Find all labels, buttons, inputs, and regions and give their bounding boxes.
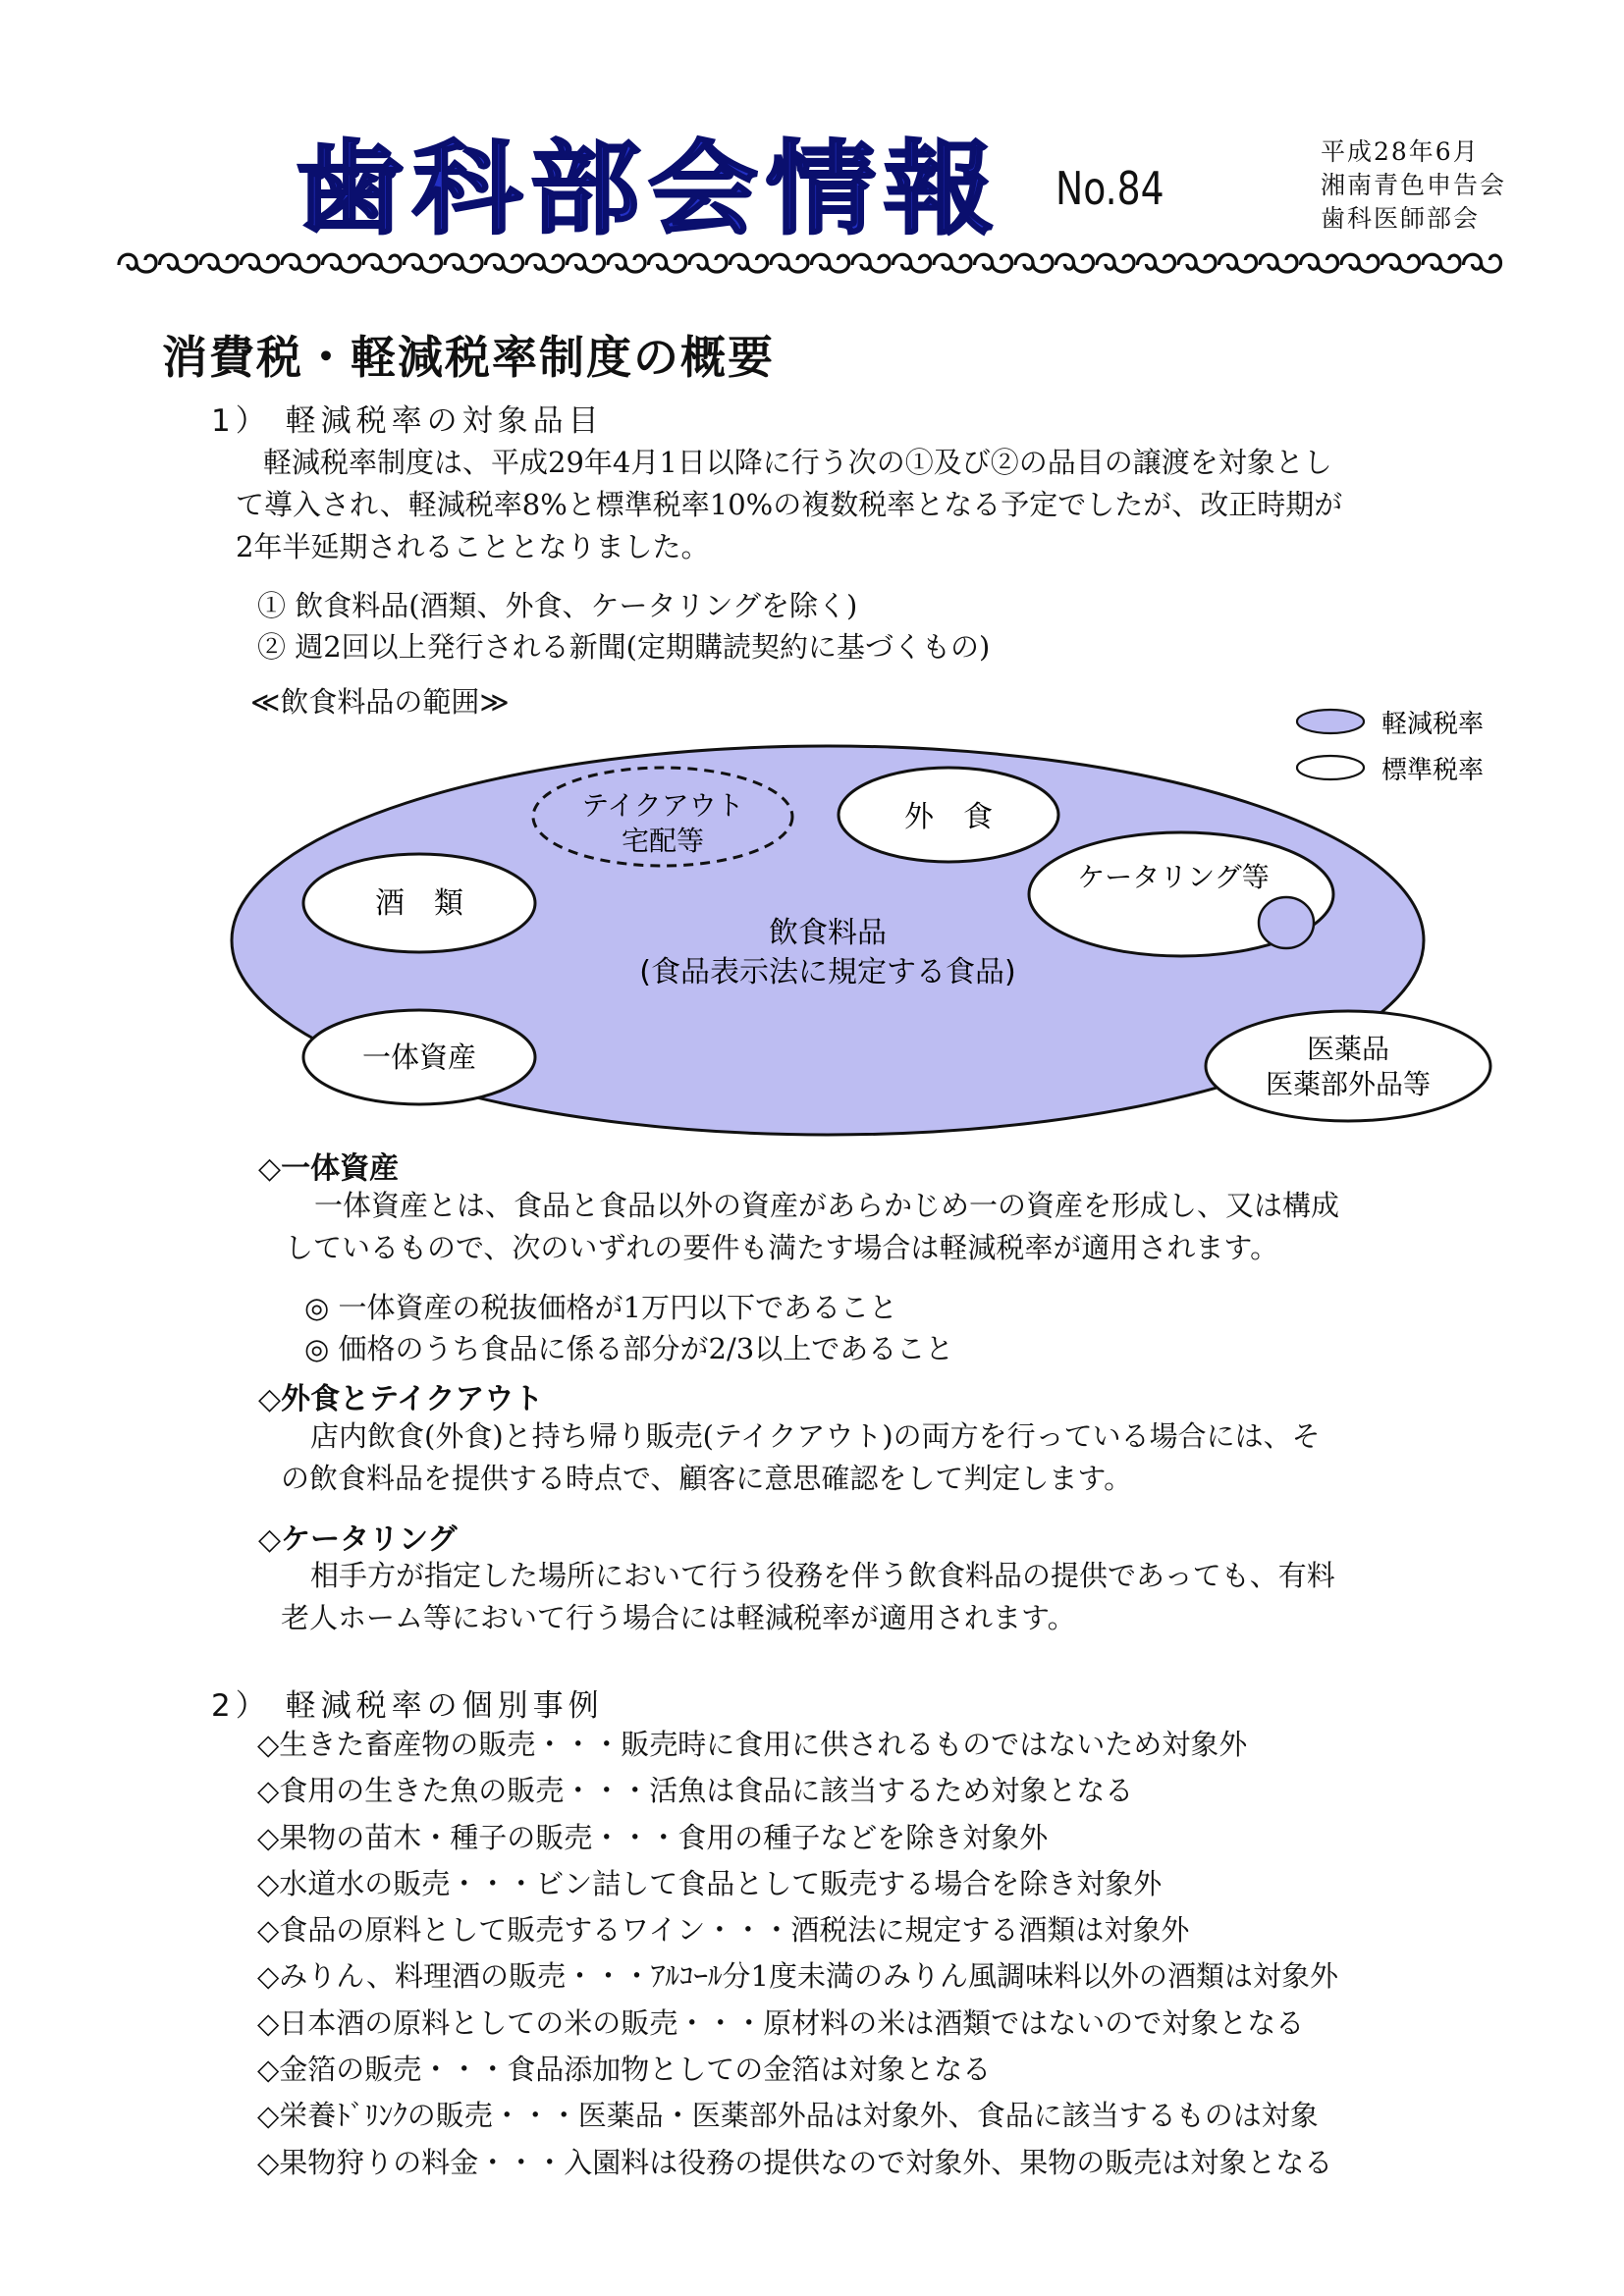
case-list [257, 1722, 1338, 2186]
paragraph-line: 一体資産とは、食品と食品以外の資産があらかじめ一の資産を形成し、又は構成 [314, 1189, 1340, 1222]
legend-reduced-label: 軽減税率 [1381, 710, 1485, 739]
pharma-label: 医薬品 [1306, 1033, 1390, 1065]
dept-name: 歯科医師部会 [1321, 204, 1481, 233]
case-item: ◇日本酒の原料としての米の販売・・・原材料の米は酒類ではないので対象となる [257, 2005, 1305, 2040]
issue-number: No.84 [1056, 162, 1164, 215]
takeout-label: テイクアウト [581, 789, 744, 822]
case-item: ◇食用の生きた魚の販売・・・活魚は食品に該当するため対象となる [257, 1774, 1134, 1808]
delivery-label: 宅配等 [621, 825, 705, 857]
catering-heading: ◇ケータリング [258, 1522, 458, 1557]
section1-heading: 1） 軽減税率の対象品目 [211, 403, 604, 439]
bundled-assets-item-2: ◎ 価格のうち食品に係る部分が2/3以上であること [304, 1332, 954, 1365]
diagram-caption: ≪飲食料品の範囲≫ [250, 685, 510, 719]
case-item: ◇水道水の販売・・・ビン詰して食品として販売する場合を除き対象外 [257, 1866, 1163, 1900]
bundled-assets-paragraph [285, 1185, 1339, 1269]
food-labeling-act-label: (食品表示法に規定する食品) [639, 955, 1016, 989]
alcohol-label: 酒 類 [375, 886, 463, 921]
main-title: 消費税・軽減税率制度の概要 [162, 331, 775, 384]
paragraph-line: の飲食料品を提供する時点で、顧客に意思確認をして判定します。 [281, 1462, 1133, 1495]
paragraph-line: しているもので、次のいずれの要件も満たす場合は軽減税率が適用されます。 [285, 1231, 1279, 1264]
pharma-ellipse [1206, 1011, 1490, 1121]
nursing-home-circle [1259, 897, 1314, 948]
newsletter-title: 歯科部会情報 [295, 131, 1001, 248]
legend-standard-swatch [1297, 756, 1364, 779]
food-products-label: 飲食料品 [769, 916, 887, 950]
section1-item-1: ① 飲食料品(酒類、外食、ケータリングを除く) [257, 589, 858, 622]
quasi-drug-label: 医薬部外品等 [1265, 1068, 1432, 1100]
paragraph-line: 相手方が指定した場所において行う役務を伴う飲食料品の提供であっても、有料 [310, 1559, 1335, 1592]
case-item: ◇食品の原料として販売するワイン・・・酒税法に規定する酒類は対象外 [257, 1913, 1190, 1948]
bundled-asset-label: 一体資産 [361, 1041, 477, 1074]
case-item: ◇金箔の販売・・・食品添加物としての金箔は対象となる [257, 2053, 992, 2087]
bundled-assets-item-1: ◎ 一体資産の税抜価格が1万円以下であること [304, 1291, 897, 1324]
eating-out-label: 外 食 [904, 800, 993, 834]
case-item: ◇生きた畜産物の販売・・・販売時に食用に供されるものではないため対象外 [257, 1728, 1248, 1761]
catering-label: ケータリング等 [1077, 861, 1270, 893]
case-item: ◇みりん、料理酒の販売・・・ｱﾙｺｰﾙ分1度未満のみりん風調味料以外の酒類は対象外 [257, 1959, 1338, 1994]
paragraph-line: 軽減税率制度は、平成29年4月1日以降に行う次の①及び②の品目の譲渡を対象とし [263, 446, 1332, 479]
legend-standard-label: 標準税率 [1381, 756, 1485, 785]
catering-paragraph [281, 1555, 1335, 1639]
issue-date: 平成28年6月 [1321, 137, 1480, 166]
section2-heading: 2） 軽減税率の個別事例 [211, 1688, 604, 1724]
paragraph-line: て導入され、軽減税率8%と標準税率10%の複数税率となる予定でしたが、改正時期が [236, 488, 1343, 521]
eating-out-paragraph [281, 1415, 1321, 1500]
paragraph-line: 店内飲食(外食)と持ち帰り販売(テイクアウト)の両方を行っている場合には、そ [310, 1419, 1321, 1453]
case-item: ◇栄養ﾄﾞﾘﾝｸの販売・・・医薬品・医薬部外品は対象外、食品に該当するものは対象 [257, 2099, 1319, 2133]
section1-item-2: ② 週2回以上発行される新聞(定期購読契約に基づくもの) [257, 630, 991, 664]
eating-out-heading: ◇外食とテイクアウト [258, 1382, 544, 1416]
legend-reduced-swatch [1297, 710, 1364, 733]
paragraph-line: 2年半延期されることとなりました。 [236, 530, 710, 563]
paragraph-line: 老人ホーム等において行う場合には軽減税率が適用されます。 [281, 1601, 1076, 1634]
case-item: ◇果物の苗木・種子の販売・・・食用の種子などを除き対象外 [257, 1820, 1049, 1854]
bundled-assets-heading: ◇一体資産 [258, 1151, 400, 1186]
org-name: 湘南青色申告会 [1321, 171, 1507, 199]
case-item: ◇果物狩りの料金・・・入園料は役務の提供なので対象外、果物の販売は対象となる [257, 2145, 1333, 2179]
